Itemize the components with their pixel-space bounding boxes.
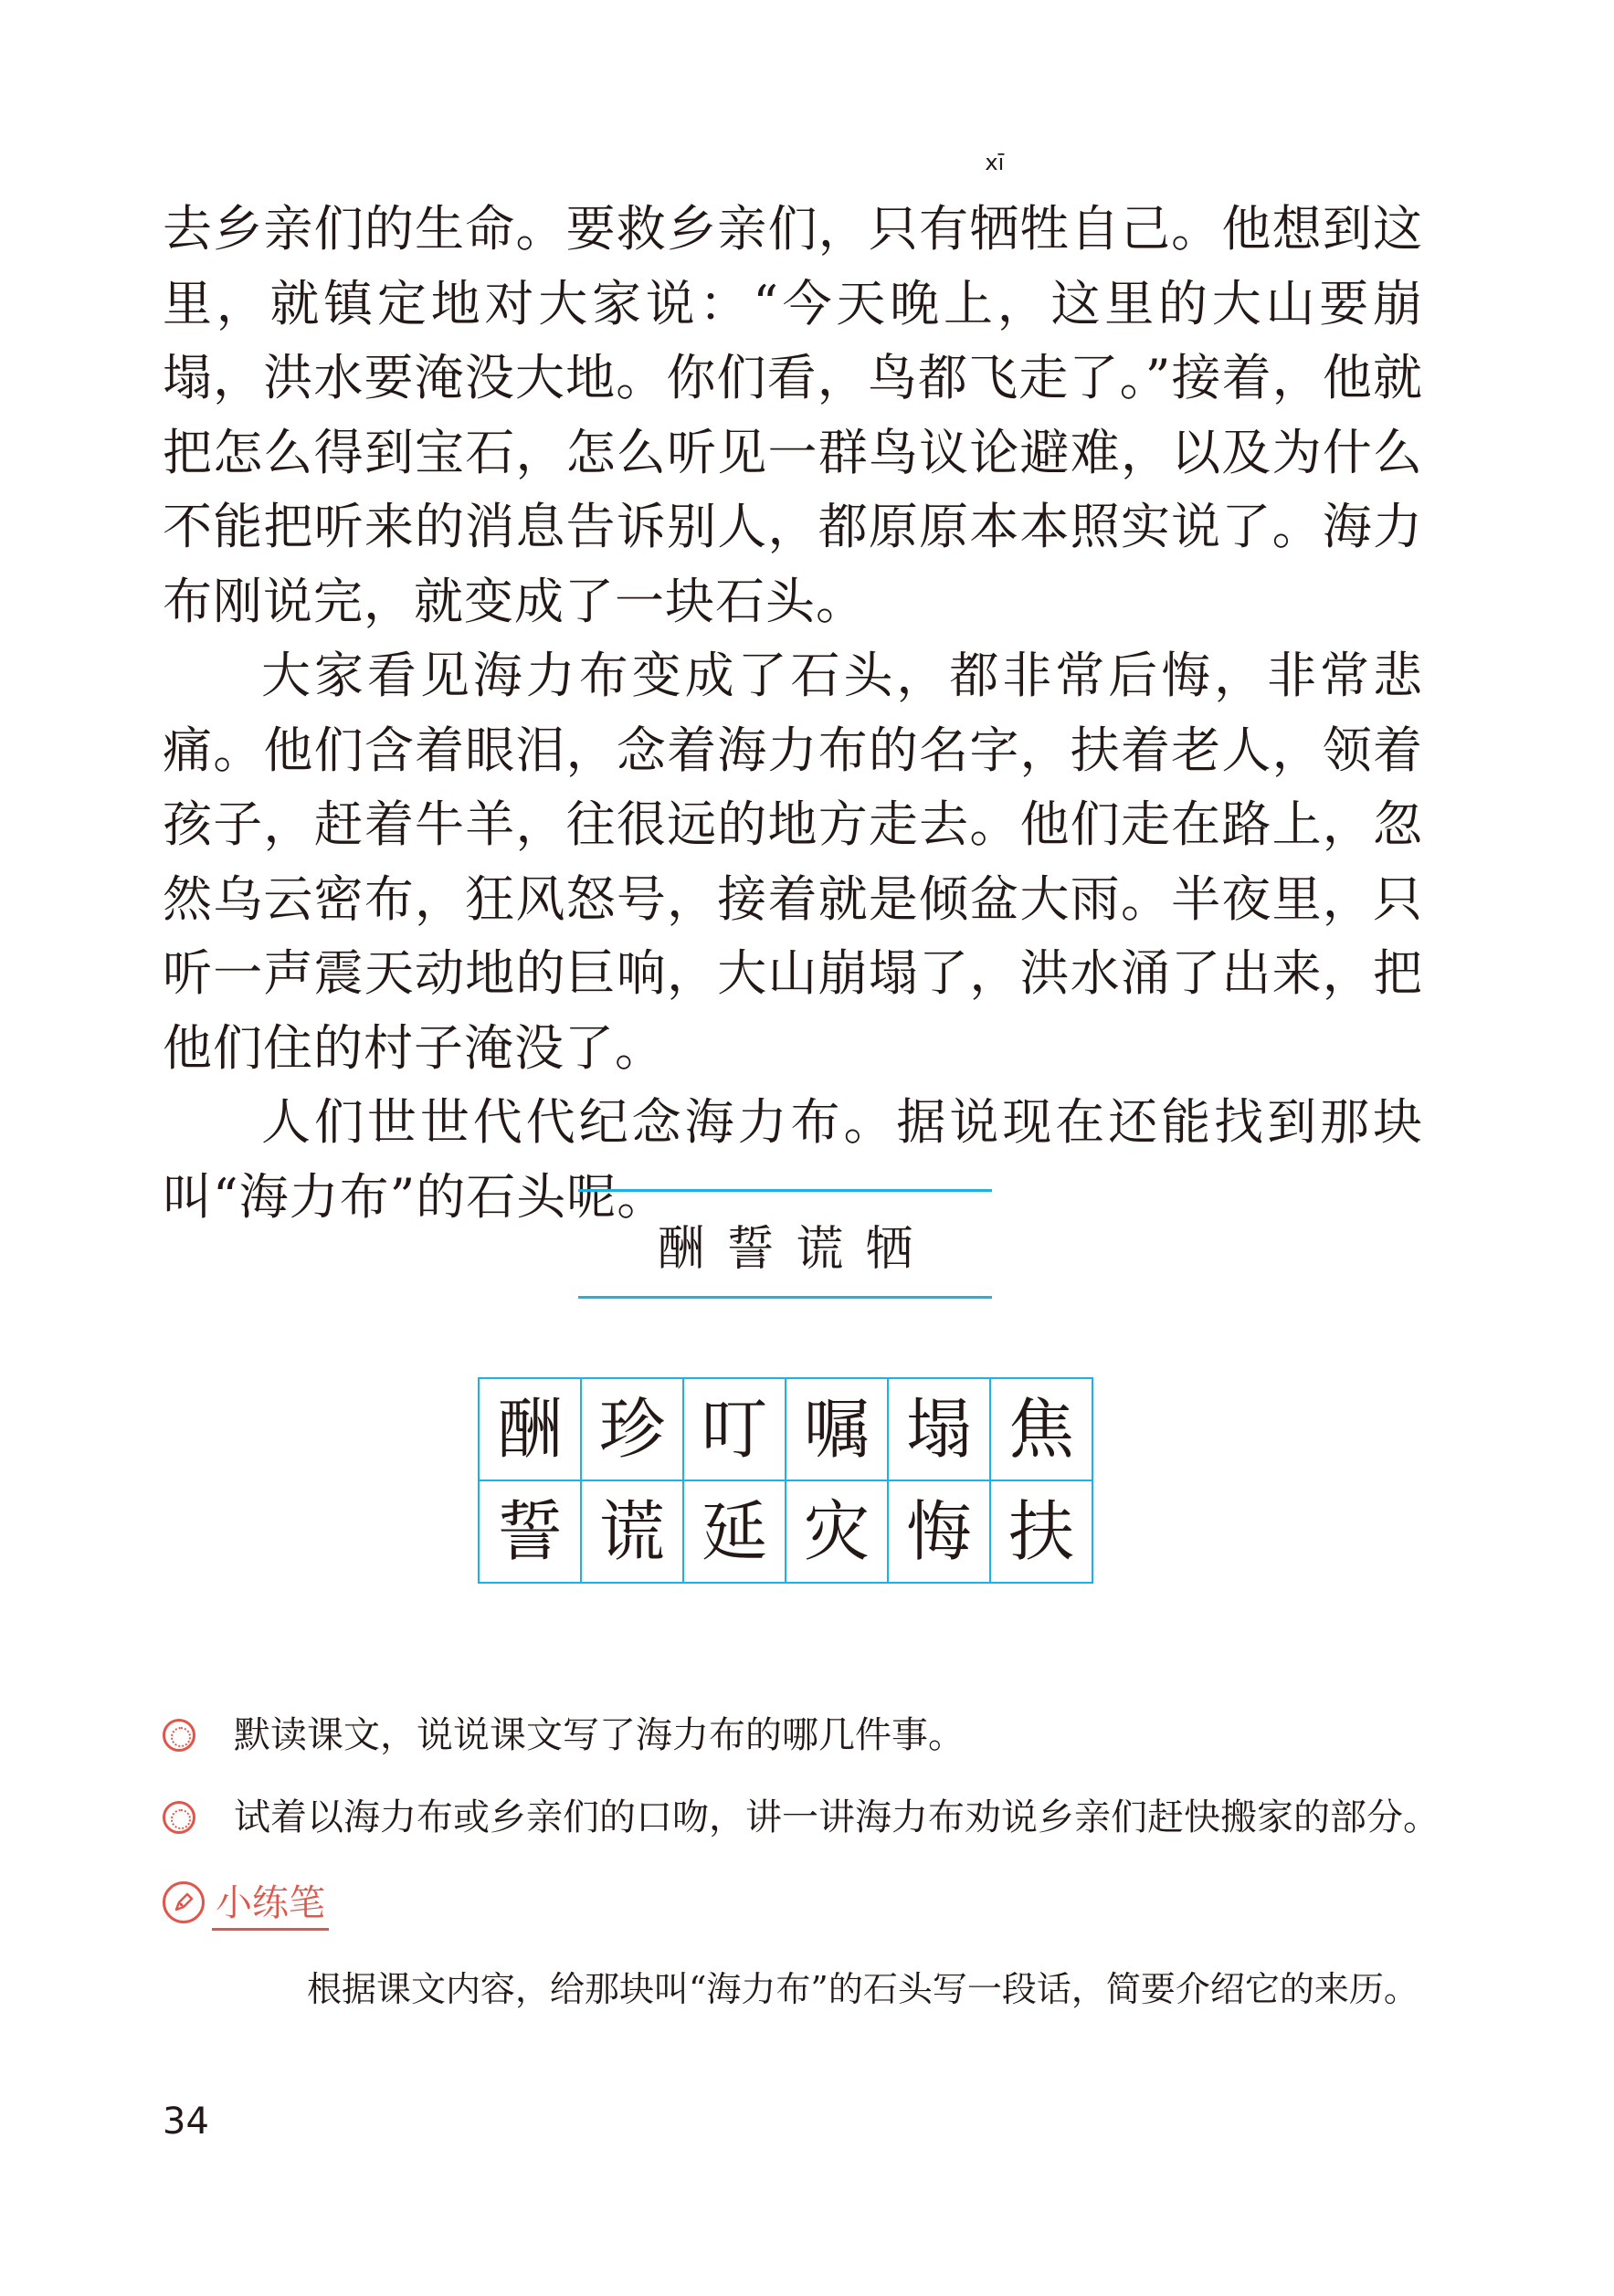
- pinyin-annotation: xī: [985, 150, 1005, 175]
- seal-icon: [163, 1719, 195, 1752]
- page-number: 34: [163, 2101, 209, 2143]
- exercise-item-1: [163, 1710, 965, 1761]
- story-paragraph-1: [163, 150, 1424, 638]
- practice-prompt: 根据课文内容，给那块叫“海力布”的石头写一段话，简要介绍它的来历。: [307, 1969, 1419, 2009]
- char-cell: 扶: [991, 1481, 1093, 1584]
- exercise-text-2: 试着以海力布或乡亲们的口吻，讲一讲海力布劝说乡亲们赶快搬家的部分。: [234, 1796, 1440, 1838]
- char-cell: 谎: [582, 1481, 684, 1584]
- char-cell: 延: [684, 1481, 786, 1584]
- char-cell: 酬: [480, 1379, 582, 1481]
- exercise-item-2: [163, 1792, 1440, 1843]
- story-paragraph-2: 大家看见海力布变成了石头，都非常后悔，非常悲痛。他们含着眼泪，念着海力布的名字，扶着老人，领着孩子，赶着牛羊，往很远的地方走去。他们走在路上，忽然乌云密布，狂风怒号，接着就是倾盆大雨。半夜里，只听一声震天动地的巨响，大山崩塌了，洪水涌了出来，把他们住的村子淹没了。: [163, 647, 1423, 1077]
- char-cell: 焦: [991, 1379, 1093, 1481]
- annotated-character: [969, 150, 1020, 267]
- char-cell: 塌: [889, 1379, 991, 1481]
- story-p1-end: 牲自己。他想到这里，就镇定地对大家说：“今天晚上，这里的大山要崩塌，洪水要淹没大地。你们看，鸟都飞走了。”接着，他就把怎么得到宝石，怎么听见一群鸟议论避难，以及为什么不能把听来的消息告诉别人，都原原本本照实说了。海力布刚说完，就变成了一块石头。: [163, 200, 1424, 630]
- story-p1-start: 去乡亲们的生命。要救乡亲们，只有: [163, 200, 970, 258]
- write-characters-heading-text: 酬誓谎牺: [657, 1221, 935, 1277]
- story-paragraph-3: 人们世世代代纪念海力布。据说现在还能找到那块叫“海力布”的石头呢。: [163, 1093, 1423, 1226]
- practice-section-label: [163, 1874, 329, 1931]
- annotated-character-text: 牺: [969, 200, 1020, 258]
- char-cell: 灾: [786, 1481, 889, 1584]
- seal-icon: [163, 1801, 195, 1834]
- story-text: [163, 150, 1424, 1234]
- char-cell: 悔: [889, 1481, 991, 1584]
- exercise-text-1: 默读课文，说说课文写了海力布的哪几件事。: [234, 1714, 965, 1756]
- character-grid: [478, 1377, 1093, 1584]
- write-characters-heading: [578, 1189, 992, 1299]
- char-cell: 叮: [684, 1379, 786, 1481]
- char-cell: 珍: [582, 1379, 684, 1481]
- practice-label-text: 小练笔: [212, 1874, 329, 1931]
- char-cell: 誓: [480, 1481, 582, 1584]
- char-cell: 嘱: [786, 1379, 889, 1481]
- pen-icon: [163, 1881, 205, 1923]
